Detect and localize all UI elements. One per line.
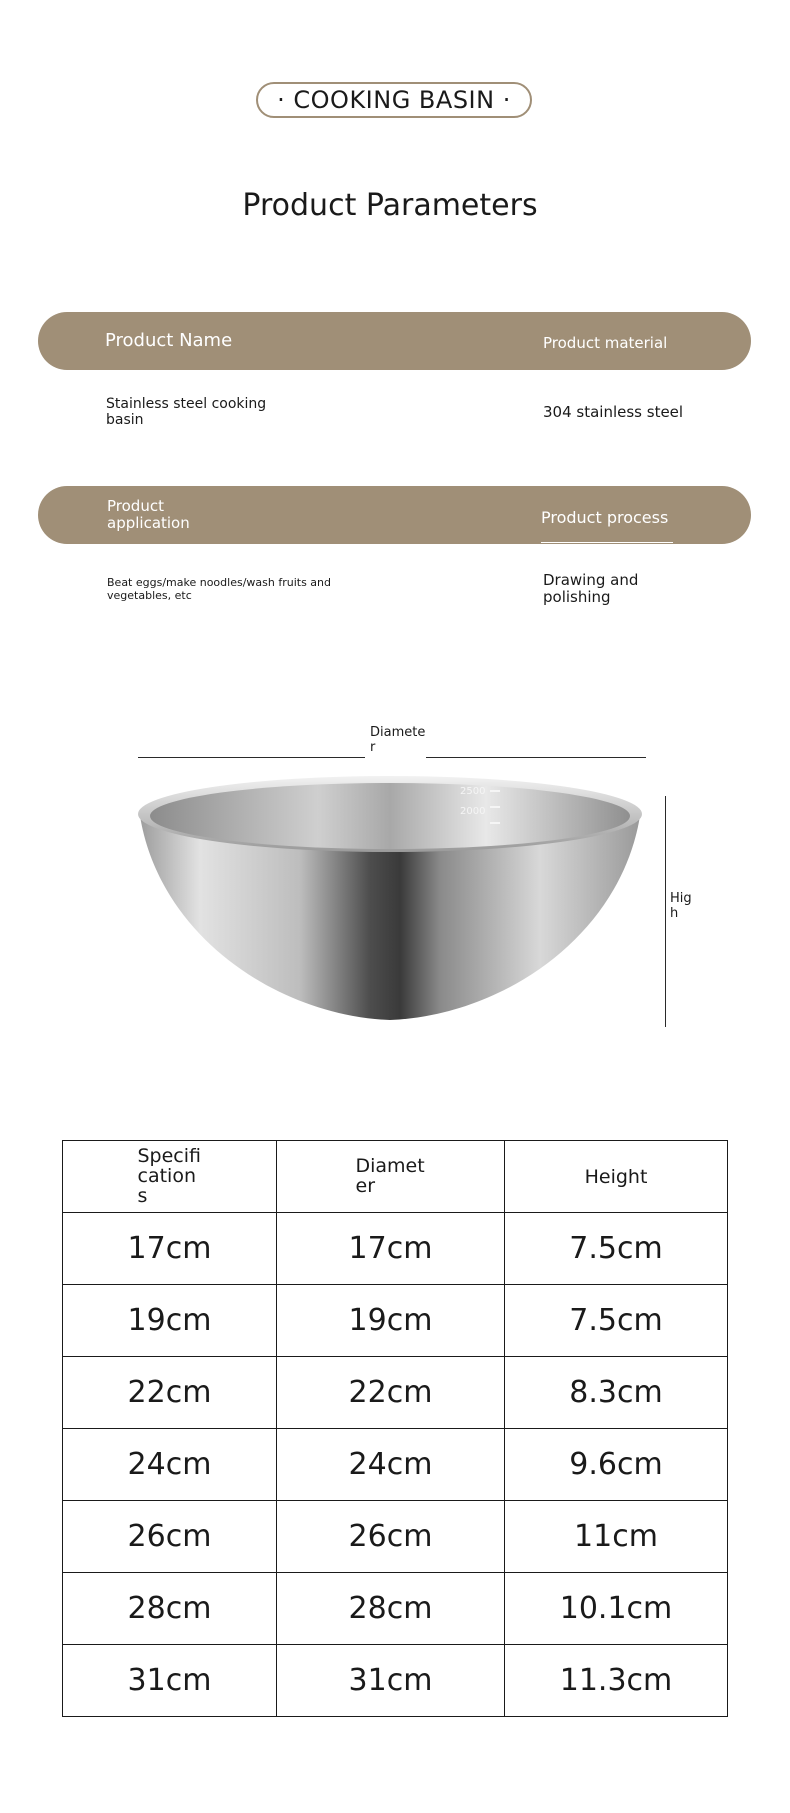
height-cell: 7.5cm <box>505 1285 728 1357</box>
diameter-cell: 24cm <box>277 1429 505 1501</box>
product-application-label: Product application <box>107 497 190 532</box>
diameter-label: Diameter <box>370 725 426 755</box>
category-badge: · COOKING BASIN · <box>256 82 532 118</box>
height-cell: 10.1cm <box>505 1573 728 1645</box>
measure-tick <box>490 790 500 792</box>
measure-mark-2500: 2500 <box>460 786 486 797</box>
diameter-cell: 31cm <box>277 1645 505 1717</box>
diameter-line-right <box>426 757 646 758</box>
height-label: High <box>670 891 692 921</box>
measure-tick <box>490 806 500 808</box>
table-row <box>63 1645 728 1717</box>
spec-cell: 19cm <box>63 1285 277 1357</box>
table-row <box>63 1429 728 1501</box>
spec-cell: 22cm <box>63 1357 277 1429</box>
diameter-cell: 26cm <box>277 1501 505 1573</box>
product-name-label: Product Name <box>105 330 233 351</box>
table-row <box>63 1285 728 1357</box>
product-process-label: Product process <box>541 508 669 527</box>
spec-cell: 31cm <box>63 1645 277 1717</box>
header-diameter: Diameter <box>277 1141 505 1213</box>
product-process-value: Drawing and polishing <box>543 571 639 606</box>
table-row <box>63 1501 728 1573</box>
diameter-cell: 17cm <box>277 1213 505 1285</box>
diameter-cell: 22cm <box>277 1357 505 1429</box>
spec-cell: 28cm <box>63 1573 277 1645</box>
page-title: Product Parameters <box>242 188 538 223</box>
spec-cell: 24cm <box>63 1429 277 1501</box>
product-material-label: Product material <box>543 334 668 352</box>
bowl-illustration <box>130 768 650 1030</box>
table-header-row <box>63 1141 728 1213</box>
height-cell: 9.6cm <box>505 1429 728 1501</box>
height-cell: 7.5cm <box>505 1213 728 1285</box>
header-specifications: Specifications <box>63 1141 277 1213</box>
diameter-line-left <box>138 757 365 758</box>
spec-cell: 17cm <box>63 1213 277 1285</box>
spec-cell: 26cm <box>63 1501 277 1573</box>
product-name-value: Stainless steel cooking basin <box>106 396 267 428</box>
table-row <box>63 1213 728 1285</box>
table-row <box>63 1357 728 1429</box>
measure-tick <box>490 822 500 824</box>
measure-mark-2000: 2000 <box>460 806 486 817</box>
height-cell: 11.3cm <box>505 1645 728 1717</box>
process-underline <box>541 542 673 543</box>
diameter-cell: 28cm <box>277 1573 505 1645</box>
spec-table <box>62 1140 728 1717</box>
height-cell: 11cm <box>505 1501 728 1573</box>
product-application-value: Beat eggs/make noodles/wash fruits and vegetables, etc <box>107 576 332 602</box>
product-material-value: 304 stainless steel <box>543 403 684 421</box>
diameter-cell: 19cm <box>277 1285 505 1357</box>
height-cell: 8.3cm <box>505 1357 728 1429</box>
bowl-inner <box>150 783 630 849</box>
table-row <box>63 1573 728 1645</box>
header-height: Height <box>505 1141 728 1213</box>
height-line <box>665 796 666 1027</box>
